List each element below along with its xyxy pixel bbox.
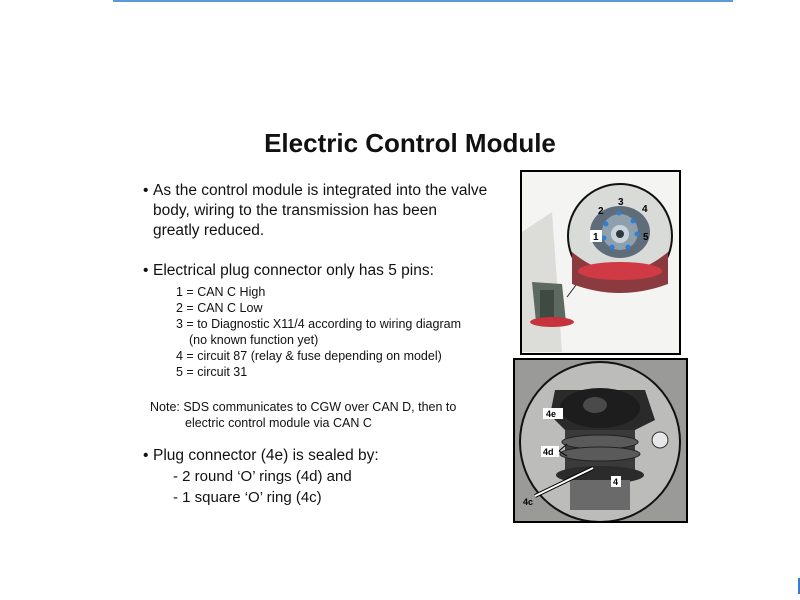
note (150, 399, 456, 431)
pin-label-2: 2 (598, 206, 604, 217)
pin-list (176, 284, 461, 380)
bullet-glyph: • (143, 182, 149, 199)
pin-item-note: (no known function yet) (189, 333, 319, 347)
pin-label-5: 5 (643, 232, 649, 243)
bullet-integrated-module (143, 181, 513, 241)
pin-item: 3 = to Diagnostic X11/4 according to wiring diagram (176, 317, 461, 331)
label-4c: 4c (523, 497, 534, 507)
bullet-line: body, wiring to the transmission has been (153, 202, 438, 219)
bullet-plug-sealed (143, 446, 513, 466)
label-4: 4 (613, 477, 619, 487)
label-4d: 4d (543, 447, 554, 457)
top-rule (113, 0, 733, 2)
bullet-glyph: • (143, 447, 149, 464)
label-4e: 4e (546, 409, 557, 419)
note-line: electric control module via CAN C (185, 416, 372, 430)
sub-item: - 2 round ‘O’ rings (4d) and (173, 468, 352, 485)
bullet-glyph: • (143, 262, 149, 279)
connector-pins-photo (520, 170, 681, 355)
pin-label-3: 3 (618, 197, 624, 208)
sub-item: - 1 square ‘O’ ring (4c) (173, 489, 322, 506)
bullet-line: As the control module is integrated into the valve (153, 182, 488, 199)
pin-label-1: 1 (593, 232, 599, 243)
connector-pins-illustration (522, 172, 679, 353)
pin-label-4: 4 (642, 204, 648, 215)
pin-item: 4 = circuit 87 (relay & fuse depending on model) (176, 349, 442, 363)
bullet-line: greatly reduced. (153, 222, 265, 239)
bullet-plug-pins (143, 261, 513, 281)
note-line: Note: SDS communicates to CGW over CAN D, then to (150, 400, 457, 414)
plug-connector-illustration (515, 360, 686, 521)
pin-item: 1 = CAN C High (176, 285, 266, 299)
bullet-line: Electrical plug connector only has 5 pins: (153, 262, 434, 279)
bullet-line: Plug connector (4e) is sealed by: (153, 447, 379, 464)
pin-item: 5 = circuit 31 (176, 365, 248, 379)
plug-connector-photo (513, 358, 688, 523)
slide-title: Electric Control Module (264, 128, 556, 158)
pin-item: 2 = CAN C Low (176, 301, 263, 315)
